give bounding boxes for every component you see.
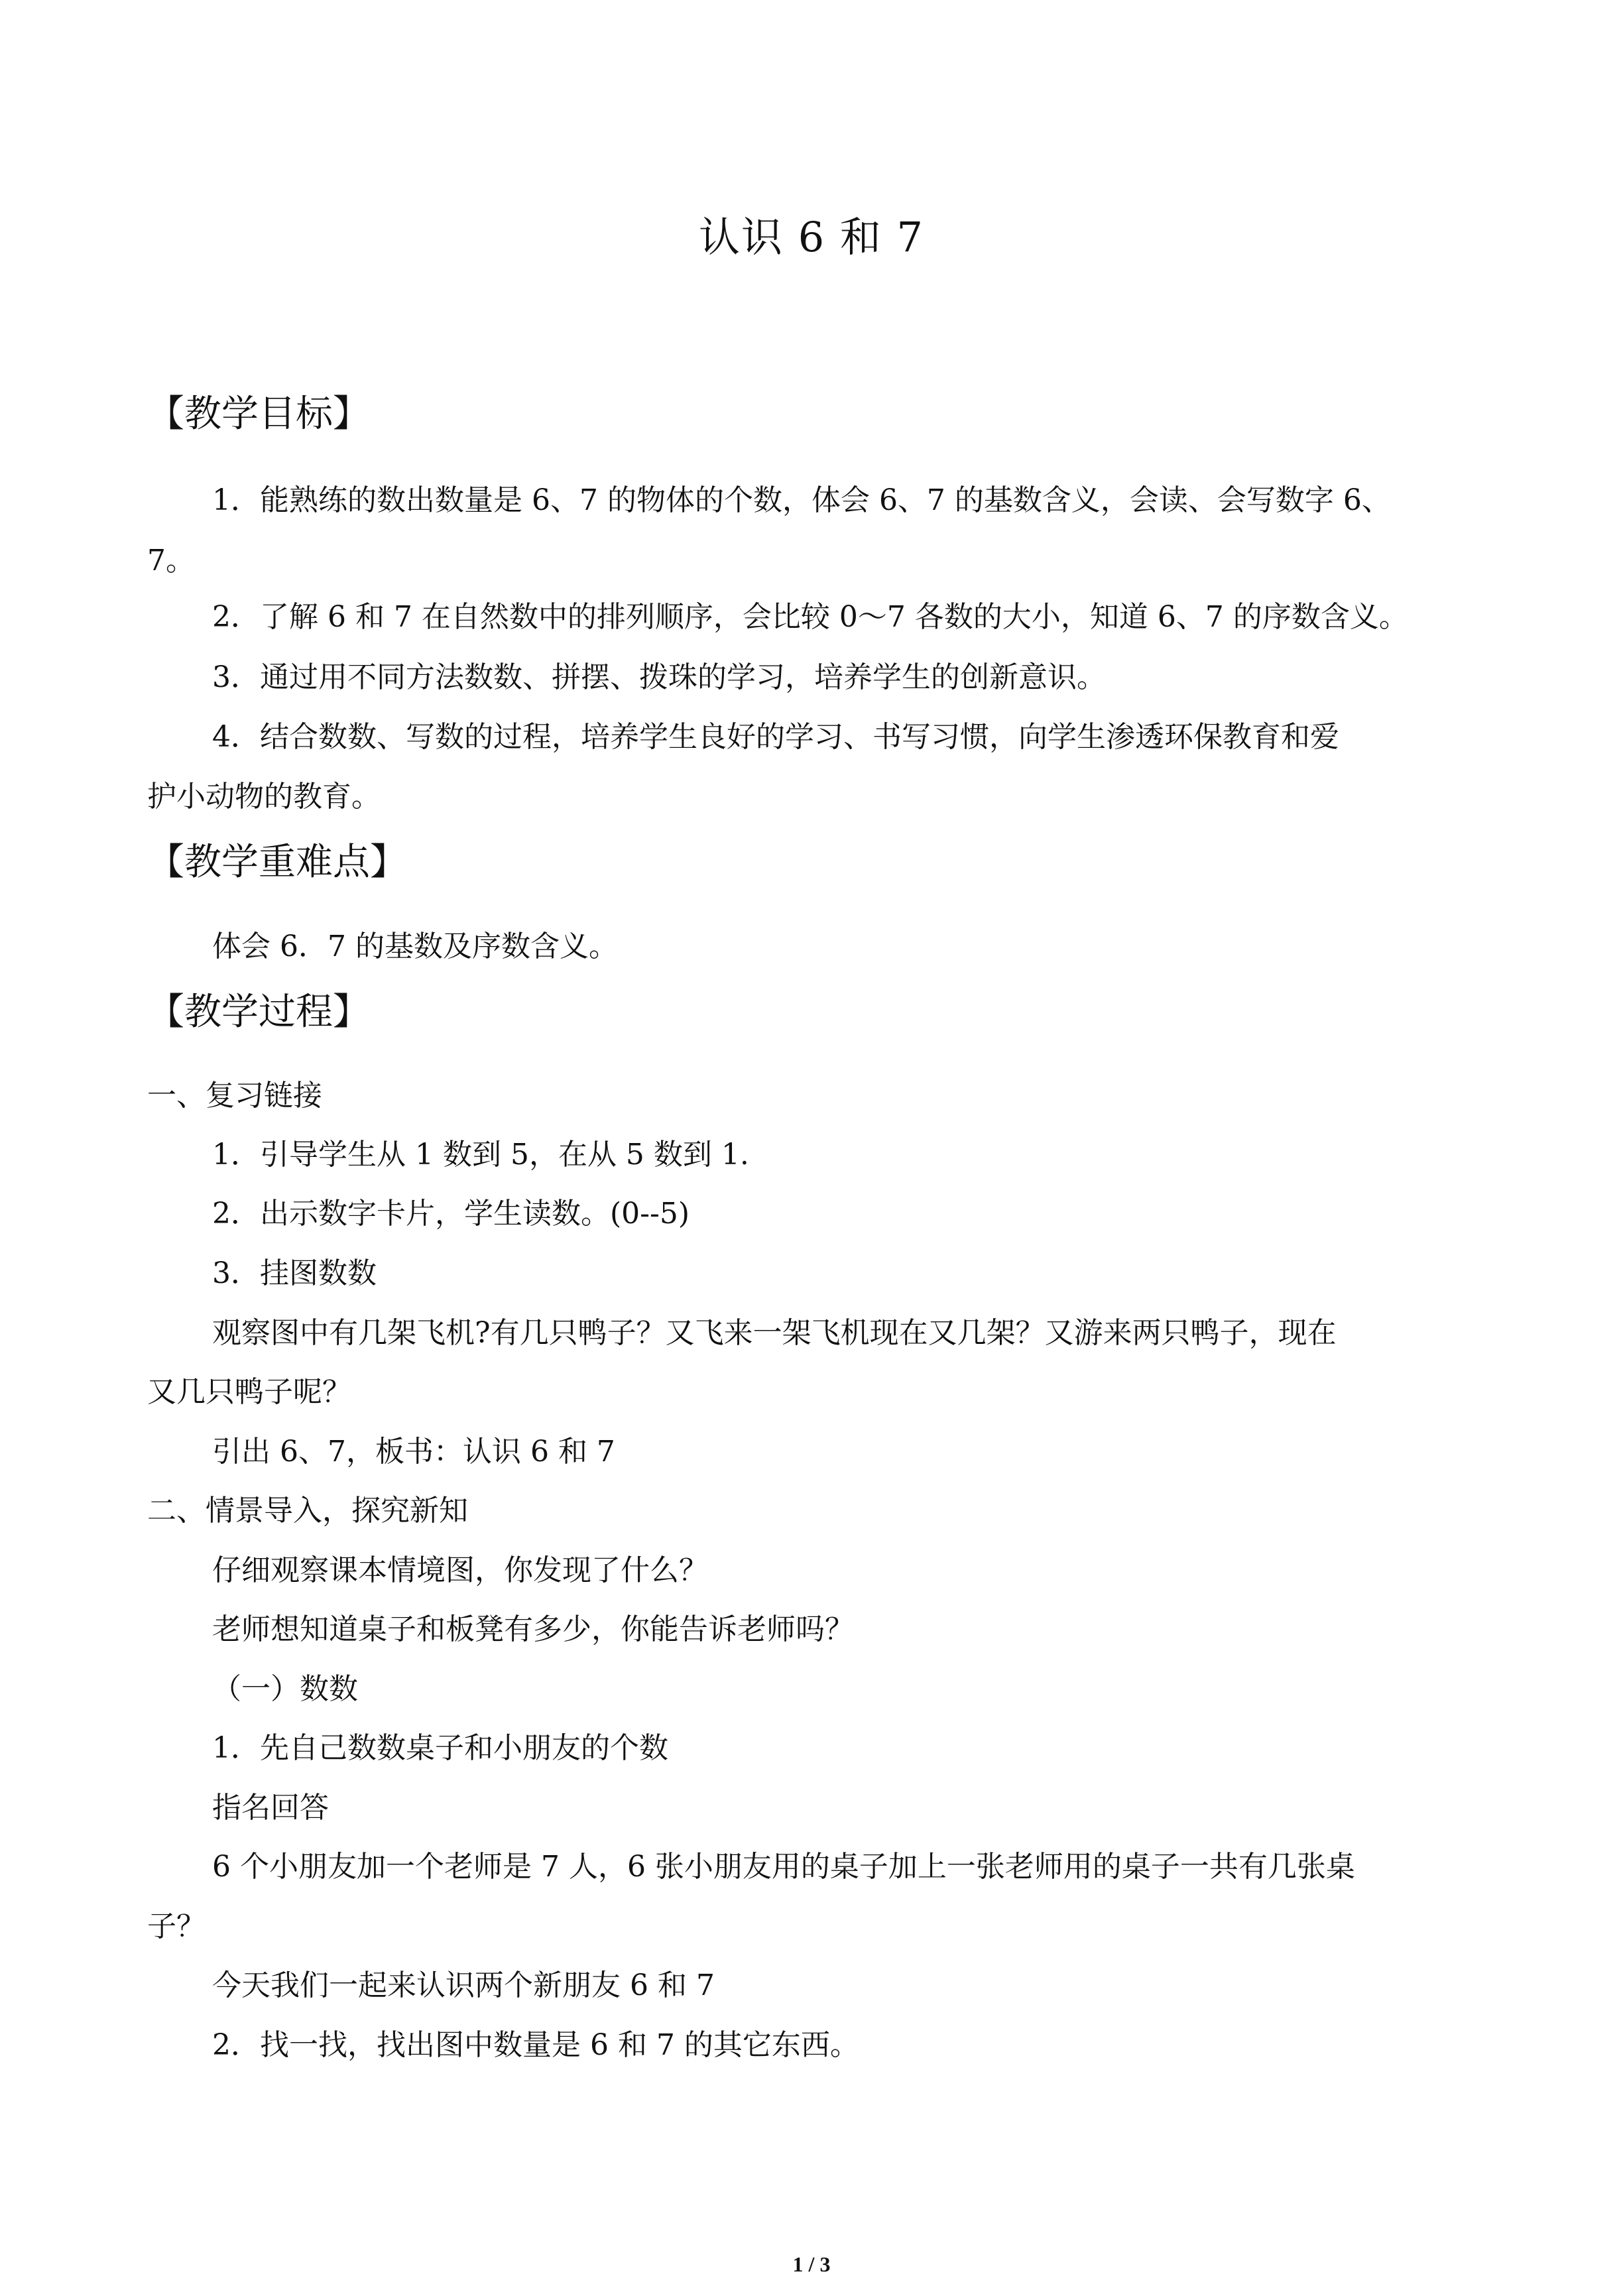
part-1-title: 一、复习链接 [147,1079,322,1113]
objective-4-line-1: 4．结合数数、写数的过程，培养学生良好的学习、书写习惯，向学生渗透环保教育和爱 [212,720,1339,754]
part-1-step-2: 2．出示数字卡片，学生读数。(0--5) [212,1197,690,1231]
objective-1-line-2: 7。 [147,544,195,577]
part-2-answer: 指名回答 [212,1791,329,1825]
part-2-ask: 老师想知道桌子和板凳有多少，你能告诉老师吗？ [212,1612,854,1646]
process-heading: 【教学过程】 [147,991,370,1034]
part-2-today: 今天我们一起来认识两个新朋友 6 和 7 [212,1968,715,2002]
objective-4-line-2: 护小动物的教育。 [147,780,381,814]
part-1-question-line-2: 又几只鸭子呢？ [147,1375,351,1409]
part-2-subsection-1: （一）数数 [212,1672,358,1706]
objective-2: 2．了解 6 和 7 在自然数中的排列顺序，会比较 0～7 各数的大小，知道 6、7 的序数含义。 [212,600,1408,634]
part-1-lead: 引出 6、7，板书：认识 6 和 7 [212,1435,615,1469]
objectives-heading: 【教学目标】 [147,393,370,436]
objective-3: 3．通过用不同方法数数、拼摆、拨珠的学习，培养学生的创新意识。 [212,660,1106,694]
page-title: 认识 6 和 7 [698,213,925,261]
part-2-step-2: 2．找一找，找出图中数量是 6 和 7 的其它东西。 [212,2028,859,2062]
page-number: 1 / 3 [792,2252,831,2276]
part-2-observe: 仔细观察课本情境图，你发现了什么？ [212,1553,708,1587]
objective-1-line-1: 1．能熟练的数出数量是 6、7 的物体的个数，体会 6、7 的基数含义，会读、会写数字 6、 [212,483,1391,517]
part-2-title: 二、情景导入，探究新知 [147,1494,468,1528]
part-1-question-line-1: 观察图中有几架飞机?有几只鸭子？又飞来一架飞机现在又几架？又游来两只鸭子，现在 [212,1316,1337,1350]
part-2-count-line-1: 6 个小朋友加一个老师是 7 人，6 张小朋友用的桌子加上一张老师用的桌子一共有几张桌 [212,1850,1355,1884]
key-points-heading: 【教学重难点】 [147,841,407,884]
key-points-text: 体会 6．7 的基数及序数含义。 [212,930,618,963]
part-1-step-1: 1．引导学生从 1 数到 5，在从 5 数到 1. [212,1138,749,1172]
part-2-step-1: 1．先自己数数桌子和小朋友的个数 [212,1731,668,1765]
part-2-count-line-2: 子？ [147,1909,206,1943]
part-1-step-3: 3．挂图数数 [212,1256,377,1290]
